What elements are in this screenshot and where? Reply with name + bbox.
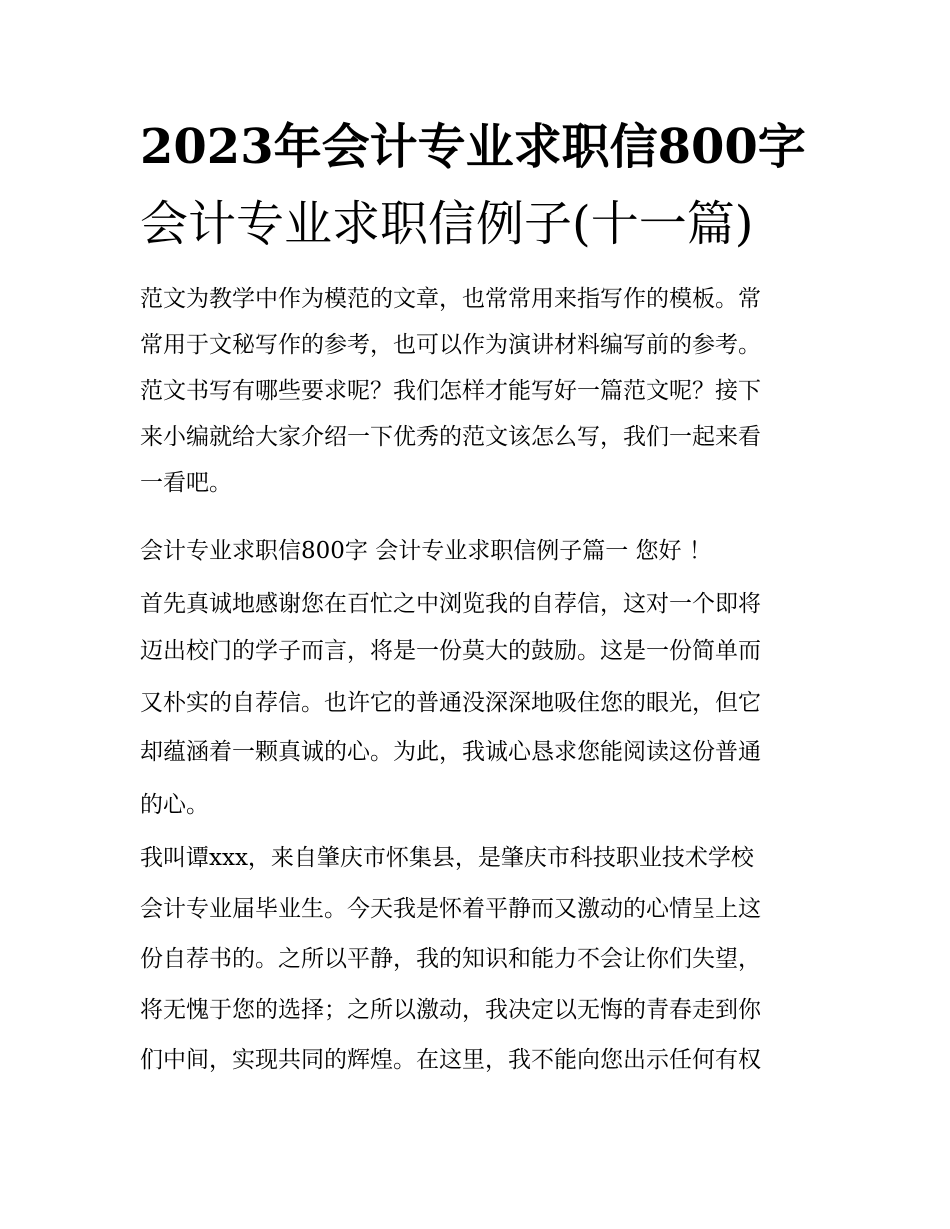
body-line: 却蕴涵着一颗真诚的心。为此，我诚心恳求您能阅读这份普通 [140, 739, 761, 765]
body-line: 来小编就给大家介绍一下优秀的范文该怎么写，我们一起来看 [140, 424, 761, 450]
body-line: 一看吧。 [140, 470, 232, 496]
body-line: 迈出校门的学子而言，将是一份莫大的鼓励。这是一份简单而 [140, 638, 761, 664]
body-line: 又朴实的自荐信。也许它的普通没深深地吸住您的眼光，但它 [140, 690, 761, 716]
body-line: 的心。 [140, 792, 209, 818]
body-line: 会计专业求职信800字 会计专业求职信例子篇一 您好 ！ [140, 538, 712, 564]
body-line: 首先真诚地感谢您在百忙之中浏览我的自荐信，这对一个即将 [140, 591, 761, 617]
document-title-line-2: 会计专业求职信例子(十一篇) [140, 196, 754, 252]
body-line: 将无愧于您的选择；之所以激动，我决定以无悔的青春走到你 [140, 997, 761, 1023]
body-line: 常用于文秘写作的参考，也可以作为演讲材料编写前的参考。 [140, 332, 761, 358]
body-line: 份自荐书的。之所以平静，我的知识和能力不会让你们失望， [140, 946, 761, 972]
document-title-line-1: 2023年会计专业求职信800字 [140, 119, 806, 175]
body-line: 我叫谭xxx，来自肇庆市怀集县，是肇庆市科技职业技术学校 [140, 845, 754, 871]
body-line: 范文书写有哪些要求呢？我们怎样才能写好一篇范文呢？接下 [140, 378, 761, 404]
body-line: 们中间，实现共同的辉煌。在这里，我不能向您出示任何有权 [140, 1047, 761, 1073]
body-line: 会计专业届毕业生。今天我是怀着平静而又激动的心情呈上这 [140, 896, 761, 922]
body-line: 范文为教学中作为模范的文章，也常常用来指写作的模板。常 [140, 286, 761, 312]
